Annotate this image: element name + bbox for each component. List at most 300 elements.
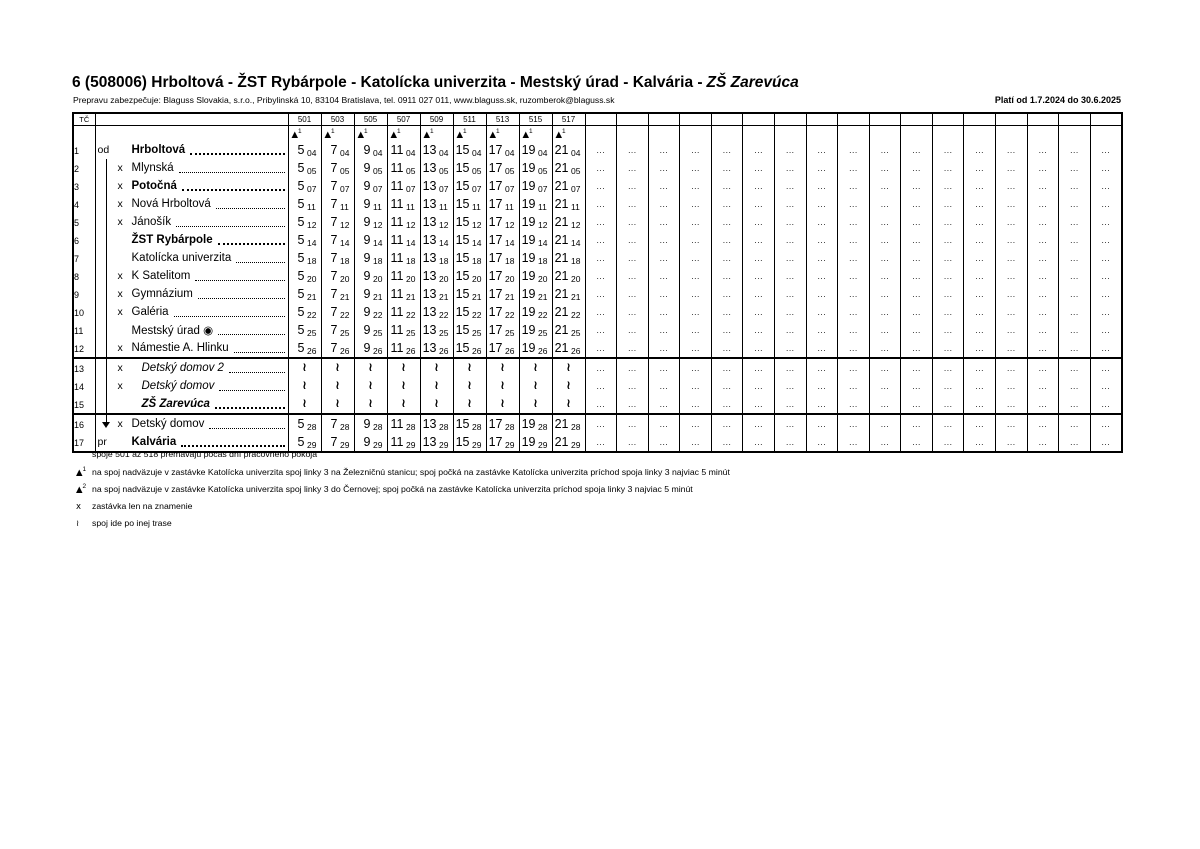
empty-time-cell: [585, 159, 617, 177]
empty-time-cell: [806, 159, 838, 177]
minute-value: 11: [340, 201, 349, 212]
stop-row: [73, 177, 1122, 195]
dotted-leader: [181, 445, 284, 447]
time-cell: [552, 321, 585, 339]
empty-time-cell: [585, 177, 617, 195]
time-cell: [354, 321, 387, 339]
minute-value: 29: [472, 439, 482, 450]
reroute-icon: ≀: [500, 360, 505, 374]
ellipsis-placeholder: ...: [628, 271, 637, 281]
reroute-icon: ≀: [533, 396, 538, 410]
departure-time: [553, 141, 585, 159]
row-number: 3: [74, 182, 80, 192]
rownum-cell: [73, 177, 95, 195]
empty-time-cell: [838, 195, 870, 213]
empty-header-cell: [774, 113, 806, 126]
departure-time: [322, 267, 354, 285]
empty-header-cell: [932, 113, 964, 126]
hour-value: 11: [390, 435, 404, 449]
stop-name: Detský domov 2: [141, 362, 224, 374]
hour-value: 17: [488, 215, 503, 229]
time-cell: [387, 195, 420, 213]
empty-time-cell: [996, 177, 1028, 195]
ellipsis-placeholder: ...: [1070, 199, 1079, 209]
minute-value: 25: [373, 327, 383, 338]
hour-value: 7: [330, 269, 338, 283]
minute-value: 28: [307, 421, 317, 432]
ellipsis-placeholder: ...: [1101, 217, 1111, 227]
stop-cell: [95, 213, 288, 231]
ellipsis-placeholder: ...: [1101, 145, 1111, 155]
footnote-line: [76, 501, 730, 518]
time-cell: [486, 213, 519, 231]
ellipsis-placeholder: ...: [722, 419, 732, 429]
empty-time-cell: [869, 285, 901, 303]
triangle-note-index: 1: [529, 127, 533, 135]
stop-name: Jánošík: [131, 216, 172, 228]
minute-value: 04: [340, 147, 350, 158]
empty-time-cell: [743, 159, 775, 177]
departure-time: [388, 321, 420, 339]
triangle-note-index: 1: [562, 127, 566, 135]
ellipsis-placeholder: ...: [975, 289, 985, 299]
departure-time: [289, 285, 321, 303]
reroute-icon: ≀: [467, 378, 472, 392]
ellipsis-placeholder: ...: [722, 289, 732, 299]
time-cell: [552, 358, 585, 377]
departure-time: [388, 339, 420, 357]
minute-value: 21: [307, 291, 317, 302]
empty-time-cell: [774, 321, 806, 339]
empty-time-cell: [1027, 231, 1059, 249]
ellipsis-placeholder: ...: [754, 307, 763, 317]
corner-label: TČ: [79, 115, 90, 124]
stop-cell: [95, 177, 288, 195]
time-cell: [321, 395, 354, 414]
ellipsis-placeholder: ...: [722, 307, 732, 317]
empty-time-cell: [901, 339, 933, 358]
minute-value: 07: [373, 183, 383, 194]
reroute-icon: ≀: [335, 360, 340, 374]
empty-time-cell: [617, 213, 649, 231]
empty-time-cell: [996, 395, 1028, 414]
empty-header-cell: [1090, 113, 1122, 126]
ellipsis-placeholder: ...: [785, 181, 795, 191]
empty-time-cell: [648, 377, 680, 395]
ellipsis-placeholder: ...: [1038, 163, 1048, 173]
ellipsis-placeholder: ...: [785, 199, 795, 209]
minute-value: 05: [406, 165, 416, 176]
empty-time-cell: [1059, 285, 1091, 303]
stop-row: [73, 141, 1122, 159]
ellipsis-placeholder: ...: [912, 145, 921, 155]
time-cell: [288, 141, 321, 159]
stop-row: [73, 395, 1122, 414]
row-number: 8: [74, 272, 80, 282]
minute-value: 28: [406, 421, 416, 432]
ellipsis-placeholder: ...: [1038, 253, 1048, 263]
empty-time-cell: [964, 159, 996, 177]
ellipsis-placeholder: ...: [1038, 381, 1048, 391]
empty-header-cell: [585, 113, 617, 126]
empty-header-cell: [996, 113, 1028, 126]
ellipsis-placeholder: ...: [817, 217, 827, 227]
time-cell: [552, 377, 585, 395]
trip-note-cell: [387, 126, 420, 142]
empty-time-cell: [1027, 159, 1059, 177]
stop-cell: [95, 303, 288, 321]
ellipsis-placeholder: ...: [596, 419, 606, 429]
time-cell: [519, 141, 552, 159]
empty-time-cell: [585, 267, 617, 285]
ellipsis-placeholder: ...: [912, 181, 921, 191]
hour-value: 11: [390, 287, 404, 301]
hour-value: 5: [297, 323, 305, 337]
minute-value: 29: [538, 439, 548, 450]
empty-time-cell: [964, 395, 996, 414]
empty-time-cell: [996, 213, 1028, 231]
subheader-row: [72, 95, 1121, 110]
ellipsis-placeholder: ...: [659, 325, 669, 335]
triangle-note-index: 1: [463, 127, 467, 135]
ellipsis-placeholder: ...: [691, 199, 700, 209]
reroute-icon: ≀: [467, 396, 472, 410]
departure-time: [553, 249, 585, 267]
ellipsis-placeholder: ...: [628, 163, 637, 173]
empty-time-cell: [932, 339, 964, 358]
empty-time-cell: [869, 195, 901, 213]
time-cell: [321, 141, 354, 159]
departure-time: [289, 303, 321, 321]
time-cell: [552, 141, 585, 159]
minute-value: 11: [373, 201, 382, 212]
departure-time: [553, 285, 585, 303]
empty-time-cell: [932, 195, 964, 213]
trip-note-cell: [321, 126, 354, 142]
route-line: [106, 159, 107, 177]
ellipsis-placeholder: ...: [975, 199, 985, 209]
reroute-icon: ≀: [566, 396, 571, 410]
ellipsis-placeholder: ...: [691, 217, 700, 227]
route-line: [106, 359, 107, 377]
minute-value: 12: [340, 219, 350, 230]
departure-time: [355, 141, 387, 159]
departure-time: [388, 213, 420, 231]
ellipsis-placeholder: ...: [817, 325, 827, 335]
stop-name: Potočná: [131, 180, 177, 192]
row-number: 5: [74, 218, 80, 228]
empty-time-cell: [838, 339, 870, 358]
empty-cell: [617, 126, 649, 142]
ellipsis-placeholder: ...: [880, 325, 890, 335]
hour-value: 11: [390, 179, 404, 193]
ellipsis-placeholder: ...: [880, 217, 890, 227]
empty-time-cell: [743, 321, 775, 339]
ellipsis-placeholder: ...: [1038, 363, 1048, 373]
departure-time: [355, 285, 387, 303]
empty-header-cell: [869, 113, 901, 126]
ellipsis-placeholder: ...: [754, 271, 763, 281]
ellipsis-placeholder: ...: [943, 199, 953, 209]
stop-name: Detský domov: [141, 380, 215, 392]
ellipsis-placeholder: ...: [596, 145, 606, 155]
trip-number: 503: [330, 115, 345, 124]
minute-value: 25: [505, 327, 515, 338]
footnote-line: [76, 518, 730, 535]
ellipsis-placeholder: ...: [880, 181, 890, 191]
ellipsis-placeholder: ...: [754, 363, 763, 373]
empty-time-cell: [774, 231, 806, 249]
ellipsis-placeholder: ...: [659, 253, 669, 263]
empty-time-cell: [806, 267, 838, 285]
empty-cell: [932, 126, 964, 142]
time-cell: [288, 395, 321, 414]
empty-time-cell: [996, 303, 1028, 321]
ellipsis-placeholder: ...: [691, 145, 700, 155]
empty-time-cell: [869, 303, 901, 321]
minute-value: 05: [307, 165, 317, 176]
departure-time: [454, 415, 486, 433]
stop-row: [73, 321, 1122, 339]
hour-value: 7: [330, 143, 338, 157]
minute-value: 14: [340, 237, 350, 248]
minute-value: 25: [439, 327, 449, 338]
hour-value: 11: [390, 215, 404, 229]
time-cell: [486, 395, 519, 414]
stop-cell-content: [96, 213, 288, 231]
time-cell: [552, 195, 585, 213]
hour-value: 5: [297, 435, 305, 449]
hour-value: 7: [330, 435, 338, 449]
empty-time-cell: [1027, 395, 1059, 414]
ellipsis-placeholder: ...: [817, 437, 827, 447]
time-cell: [354, 195, 387, 213]
time-cell: [288, 339, 321, 358]
rownum-cell: [73, 195, 95, 213]
minute-value: 07: [340, 183, 350, 194]
ellipsis-placeholder: ...: [628, 325, 637, 335]
empty-time-cell: [585, 231, 617, 249]
row-number: 13: [74, 364, 85, 374]
minute-value: 26: [505, 345, 515, 356]
ellipsis-placeholder: ...: [691, 253, 700, 263]
ellipsis-placeholder: ...: [817, 399, 827, 409]
time-cell: [486, 159, 519, 177]
empty-time-cell: [617, 414, 649, 433]
ellipsis-placeholder: ...: [628, 343, 637, 353]
hour-value: 5: [297, 179, 305, 193]
empty-time-cell: [617, 377, 649, 395]
ellipsis-placeholder: ...: [722, 199, 732, 209]
empty-time-cell: [743, 231, 775, 249]
departure-time: [289, 141, 321, 159]
ellipsis-placeholder: ...: [1101, 253, 1111, 263]
empty-time-cell: [711, 285, 743, 303]
triangle-note-icon: ▲$^1$: [489, 127, 500, 140]
dotted-leader: [216, 208, 285, 209]
empty-time-cell: [1059, 433, 1091, 452]
ellipsis-placeholder: ...: [943, 145, 953, 155]
ellipsis-placeholder: ...: [754, 325, 763, 335]
time-cell: [387, 395, 420, 414]
ellipsis-placeholder: ...: [659, 343, 669, 353]
empty-time-cell: [1027, 414, 1059, 433]
empty-time-cell: [932, 141, 964, 159]
ellipsis-placeholder: ...: [975, 217, 985, 227]
row-number: 14: [74, 382, 85, 392]
empty-time-cell: [585, 195, 617, 213]
time-cell: [453, 377, 486, 395]
empty-cell: [1027, 126, 1059, 142]
empty-time-cell: [648, 339, 680, 358]
time-cell: [420, 395, 453, 414]
minute-value: 12: [538, 219, 548, 230]
minute-value: 18: [373, 255, 383, 266]
row-number: 4: [74, 200, 80, 210]
dotted-leader: [179, 172, 285, 173]
ellipsis-placeholder: ...: [691, 419, 700, 429]
minute-value: 22: [472, 309, 482, 320]
empty-time-cell: [774, 141, 806, 159]
ellipsis-placeholder: ...: [849, 235, 858, 245]
time-cell: [321, 414, 354, 433]
empty-time-cell: [711, 414, 743, 433]
minute-value: 04: [307, 147, 317, 158]
empty-time-cell: [806, 195, 838, 213]
empty-time-cell: [1027, 433, 1059, 452]
empty-time-cell: [648, 195, 680, 213]
hour-value: 19: [521, 417, 536, 431]
hour-value: 13: [422, 251, 437, 265]
ellipsis-placeholder: ...: [659, 271, 669, 281]
minute-value: 29: [505, 439, 515, 450]
hour-value: 21: [554, 179, 569, 193]
ellipsis-placeholder: ...: [691, 271, 700, 281]
reroute-icon: ≀: [533, 360, 538, 374]
stop-cell: [95, 231, 288, 249]
departure-time: [454, 339, 486, 357]
empty-time-cell: [964, 231, 996, 249]
minute-value: 05: [373, 165, 383, 176]
ellipsis-placeholder: ...: [1007, 381, 1016, 391]
trip-number-cell: [486, 113, 519, 126]
empty-time-cell: [585, 414, 617, 433]
ellipsis-placeholder: ...: [849, 199, 858, 209]
empty-time-cell: [617, 141, 649, 159]
minute-value: 14: [538, 237, 548, 248]
triangle-note-icon: ▲$^1$: [291, 127, 302, 140]
departure-time: [421, 415, 453, 433]
minute-value: 14: [571, 237, 581, 248]
footnote-line: [76, 449, 730, 466]
ellipsis-placeholder: ...: [849, 343, 858, 353]
empty-time-cell: [680, 267, 712, 285]
empty-time-cell: [996, 141, 1028, 159]
row-number: 9: [74, 290, 80, 300]
empty-cell: [964, 126, 996, 142]
minute-value: 22: [406, 309, 416, 320]
rownum-cell: [73, 321, 95, 339]
footnote-text: spoje 501 až 518 premávajú počas dní pracovného pokoja: [92, 449, 318, 459]
empty-time-cell: [901, 303, 933, 321]
time-cell: [453, 267, 486, 285]
hour-value: 11: [390, 233, 404, 247]
departure-time: [355, 249, 387, 267]
departure-time: [487, 339, 519, 357]
empty-time-cell: [1059, 141, 1091, 159]
empty-cell: [806, 126, 838, 142]
time-cell: [288, 159, 321, 177]
ellipsis-placeholder: ...: [691, 181, 700, 191]
hour-value: 17: [488, 197, 503, 211]
empty-time-cell: [743, 267, 775, 285]
departure-time: [454, 303, 486, 321]
ellipsis-placeholder: ...: [817, 381, 827, 391]
ellipsis-placeholder: ...: [1070, 381, 1079, 391]
ellipsis-placeholder: ...: [943, 325, 953, 335]
minute-value: 04: [472, 147, 482, 158]
stop-name: Hrboltová: [131, 144, 186, 156]
empty-time-cell: [901, 358, 933, 377]
empty-time-cell: [1059, 303, 1091, 321]
row-number: 12: [74, 344, 85, 354]
ellipsis-placeholder: ...: [691, 307, 700, 317]
hour-value: 15: [455, 251, 470, 265]
hour-value: 9: [363, 435, 371, 449]
minute-value: 07: [472, 183, 482, 194]
footnote-symbol-index: 1: [82, 466, 87, 474]
empty-time-cell: [838, 159, 870, 177]
empty-header-cell: [964, 113, 996, 126]
time-cell: [387, 339, 420, 358]
reroute-icon: ≀: [335, 396, 340, 410]
empty-time-cell: [1059, 159, 1091, 177]
empty-header-cell: [806, 113, 838, 126]
empty-time-cell: [680, 159, 712, 177]
empty-time-cell: [743, 249, 775, 267]
departure-time: [487, 285, 519, 303]
minute-value: 12: [571, 219, 581, 230]
empty-time-cell: [806, 177, 838, 195]
ellipsis-placeholder: ...: [1070, 289, 1079, 299]
ellipsis-placeholder: ...: [849, 289, 858, 299]
page-title: [72, 74, 1121, 92]
ellipsis-placeholder: ...: [912, 437, 921, 447]
departure-time: [289, 195, 321, 213]
empty-time-cell: [964, 285, 996, 303]
hour-value: 9: [363, 233, 371, 247]
minute-value: 14: [505, 237, 515, 248]
ellipsis-placeholder: ...: [628, 307, 637, 317]
stop-cell: [95, 339, 288, 358]
ellipsis-placeholder: ...: [880, 253, 890, 263]
ellipsis-placeholder: ...: [754, 343, 763, 353]
departure-time: [322, 415, 354, 433]
ellipsis-placeholder: ...: [659, 289, 669, 299]
ellipsis-placeholder: ...: [785, 307, 795, 317]
empty-time-cell: [711, 339, 743, 358]
empty-header-cell: [743, 113, 775, 126]
stop-row: [73, 285, 1122, 303]
reroute-icon: ≀: [401, 378, 406, 392]
ellipsis-placeholder: ...: [659, 145, 669, 155]
time-cell: [420, 377, 453, 395]
ellipsis-placeholder: ...: [785, 381, 795, 391]
row-number: 7: [74, 254, 80, 264]
time-cell: [354, 249, 387, 267]
ellipsis-placeholder: ...: [628, 437, 637, 447]
minute-value: 28: [340, 421, 350, 432]
